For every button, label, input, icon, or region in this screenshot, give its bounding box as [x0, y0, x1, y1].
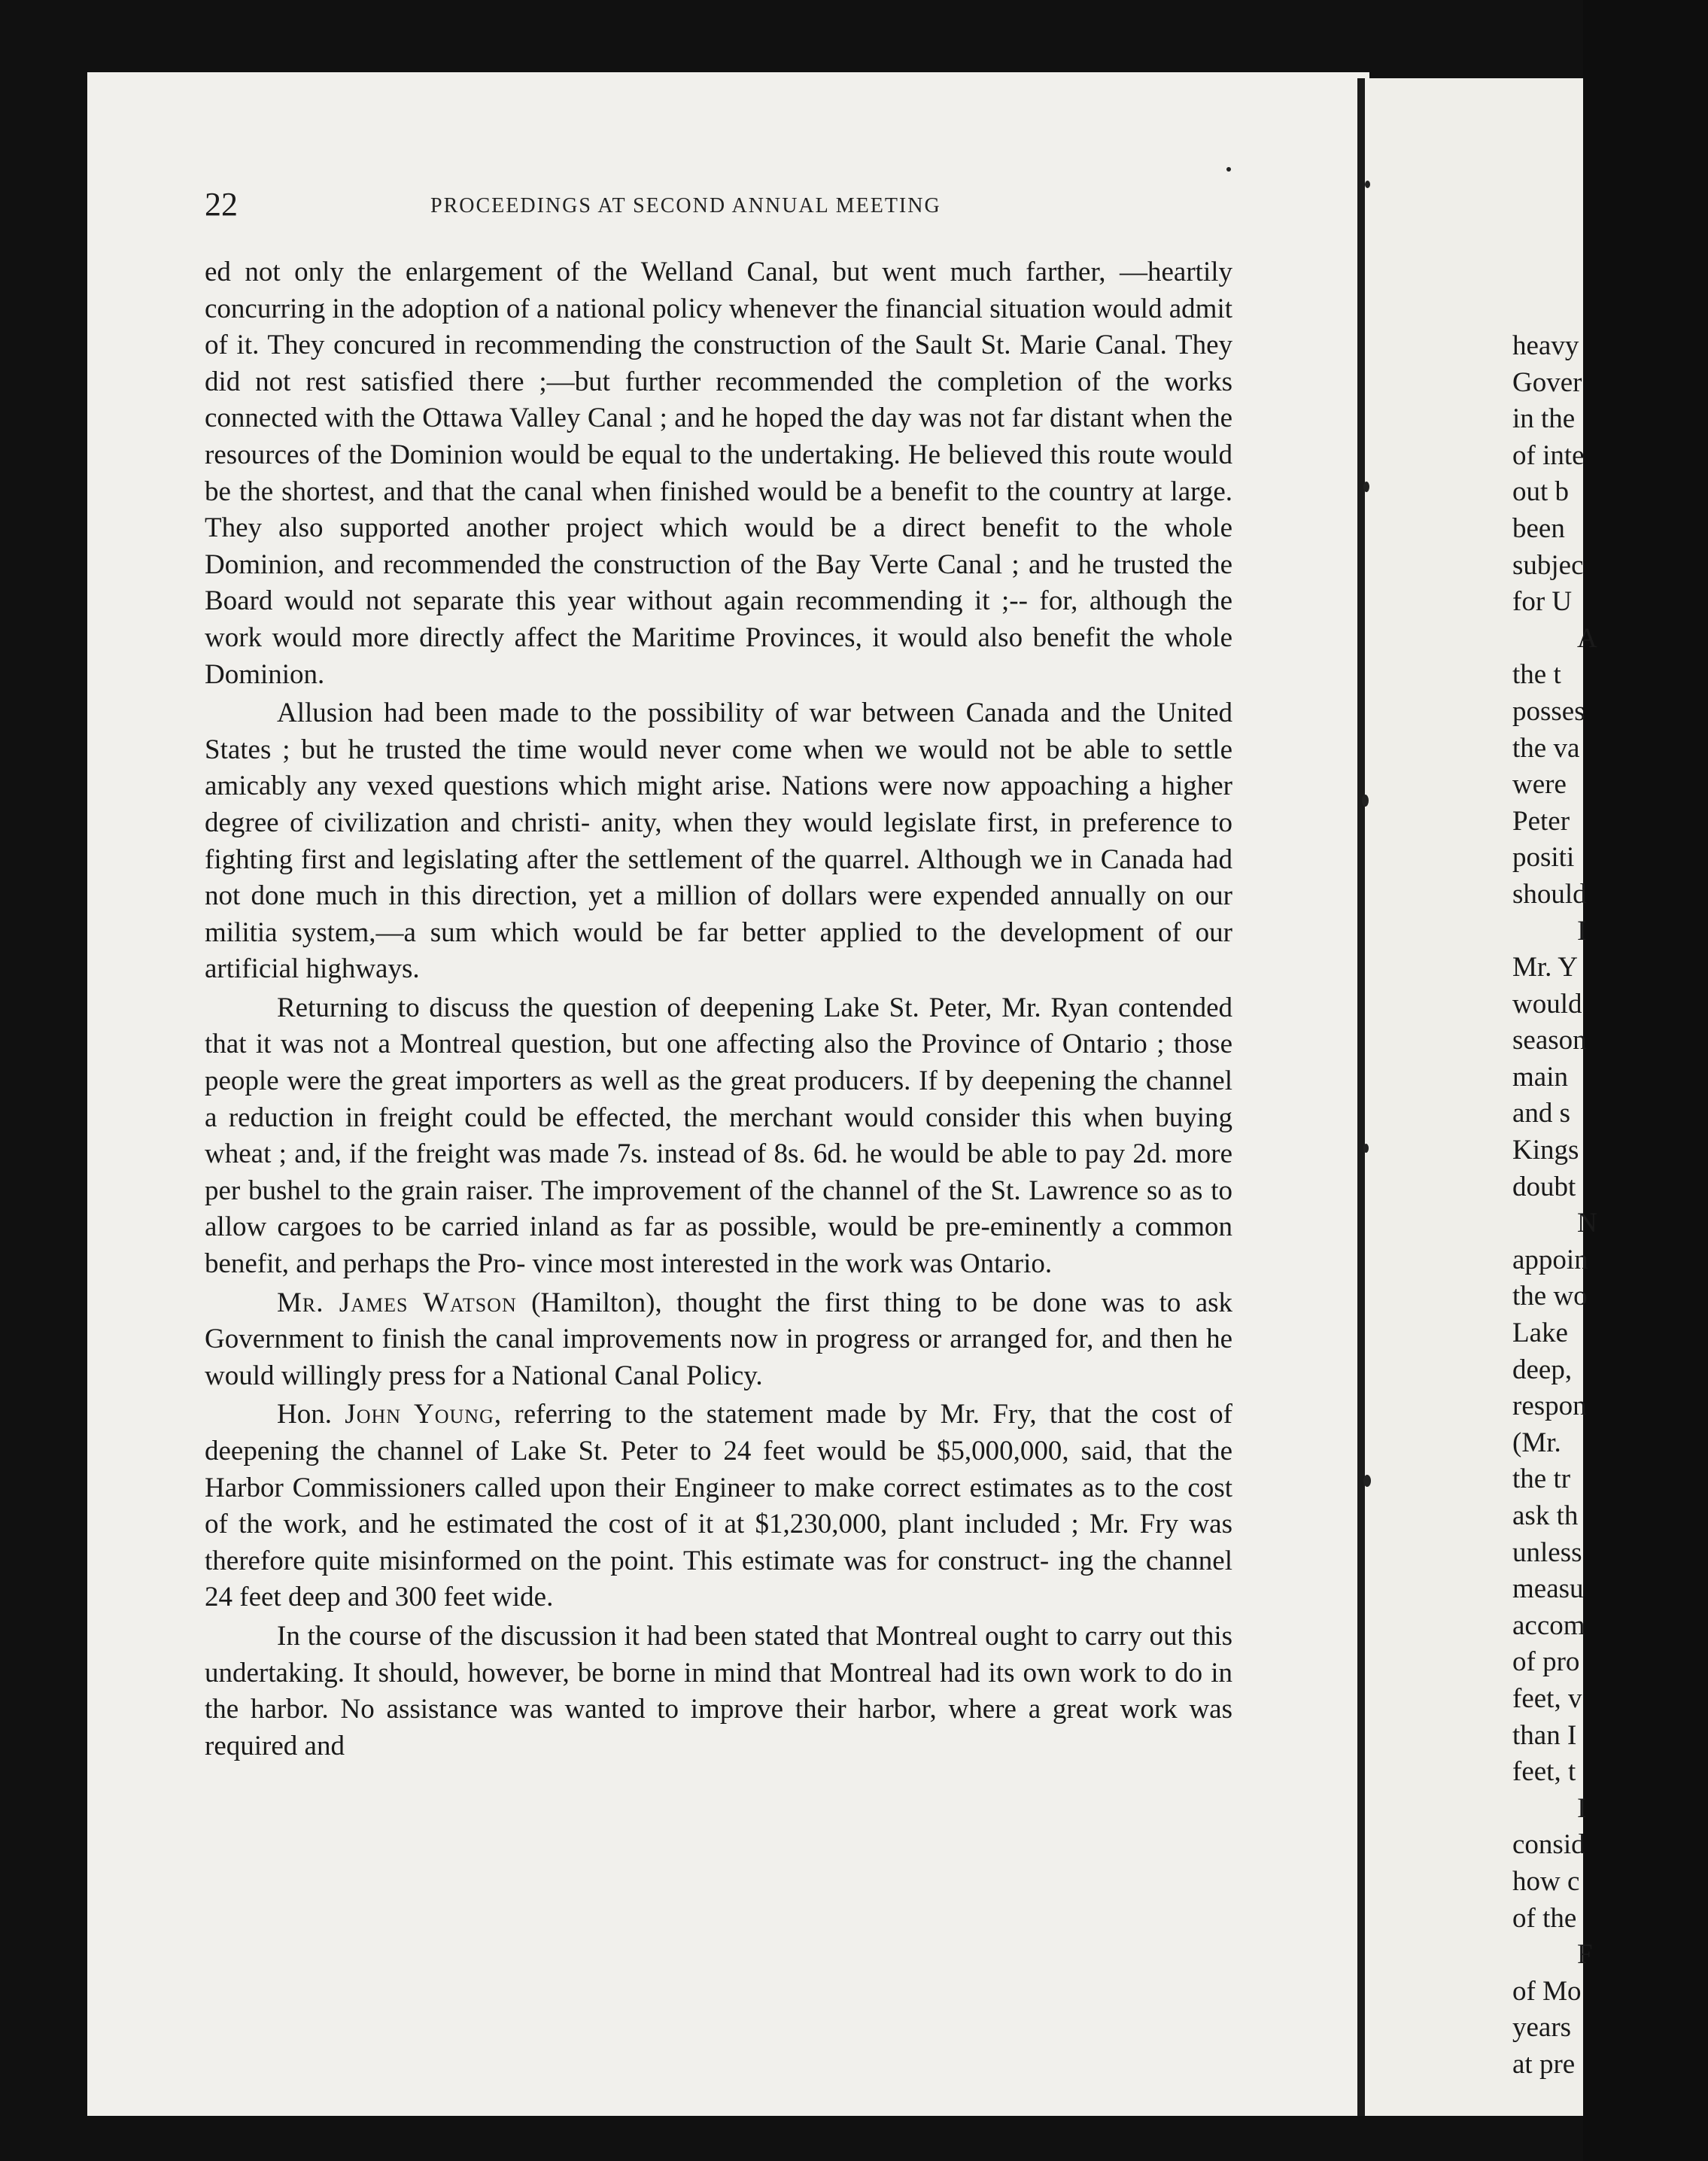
right-page-line: appoin [1512, 1244, 1588, 1275]
right-page-line: out b [1512, 476, 1570, 508]
right-page-line: Lake [1512, 1318, 1568, 1349]
right-page-line: and s [1512, 1098, 1571, 1129]
right-page-line: at pre [1512, 2048, 1576, 2080]
right-page-line: how c [1512, 1865, 1580, 1897]
right-page-line: I [1577, 915, 1587, 947]
right-page-line: positi [1512, 842, 1575, 874]
right-page-line: years [1512, 2012, 1572, 2044]
scan-speck [1365, 181, 1370, 188]
right-page-line: feet, t [1512, 1756, 1576, 1788]
right-page-line: A [1577, 622, 1597, 654]
scan-speck [1363, 1144, 1369, 1153]
right-page-line: the t [1512, 659, 1561, 691]
scan-speck [1362, 795, 1369, 807]
right-page-line: been [1512, 512, 1565, 544]
right-page-line: posses [1512, 695, 1585, 727]
right-page-line: of the [1512, 1902, 1577, 1934]
right-page-line: Peter [1512, 805, 1570, 837]
right-page-line: accom [1512, 1609, 1585, 1641]
speaker-prefix: Hon. [277, 1399, 345, 1430]
right-page-line: heavy [1512, 330, 1579, 361]
scan-speck [1363, 1475, 1371, 1487]
paragraph-text: In the course of the discussion it had been stated that Montreal ought to carry out this undertaking. It should, however, be borne in mind that Montreal had its own work to do in the harbor. No assistance was wanted to improve their harbor, where a great work was required and [205, 1620, 1232, 1761]
right-page-line: I [1577, 1792, 1587, 1824]
right-page-line: were [1512, 769, 1567, 801]
running-head: PROCEEDINGS AT SECOND ANNUAL MEETING [430, 194, 941, 217]
right-page-line: would [1512, 988, 1582, 1020]
right-page-line: measu [1512, 1573, 1584, 1605]
paragraph-text: ed not only the enlargement of the Welland Canal, but went much farther, —heartily concurring in the adoption of a national policy whenever the financial situation would admit of it. They concured in recommending the construction of the Sault St. Marie Canal. They did not rest satisfied there ;—but further recommended the completion of the works connected with the Ottawa Valley Canal ; and he hoped the day was not far distant when the resources of the Dominion would be equal to the undertaking. He believed this route would be the shortest, and that the canal when finished would be a benefit to the country at large. They also supported another project which would be a direct benefit to the whole Dominion, and recommended the construction of the Bay Verte Canal ; and he trusted the Board would not separate this year without again recommending it ;-- for, although the work would more directly affect the Maritime Provinces, it would also benefit the whole Dominion. [205, 257, 1232, 690]
right-page-line: feet, v [1512, 1682, 1582, 1714]
right-page-line: subjec [1512, 549, 1584, 581]
right-page-line: F [1577, 1939, 1593, 1971]
right-page-line: of Mo [1512, 1975, 1582, 2007]
right-page [1369, 78, 1597, 2116]
right-page-line: the va [1512, 732, 1580, 764]
right-page-line: than I [1512, 1719, 1577, 1751]
page-number: 22 [205, 186, 238, 223]
right-page-line: consid [1512, 1829, 1585, 1861]
right-page-line: Gover [1512, 366, 1582, 398]
scan-speck [1363, 482, 1369, 492]
paragraph-text: , referring to the statement made by Mr. Fry, that the cost of deepening the channel of Lake St. Peter to 24 feet would be $5,000,000, said, that the Harbor Commissioners called upon their Engineer to make correct estimates as to the cost of the work, and he estimated the cost of it at $1,230,000, plant included ; Mr. Fry was therefore quite misinformed on the point. This estimate was for construct- ing the channel 24 feet deep and 300 feet wide. [205, 1399, 1232, 1613]
right-page-line: main [1512, 1061, 1568, 1093]
right-page-line: Kings [1512, 1135, 1579, 1166]
right-page-text-fragments [1512, 328, 1708, 2083]
paragraph-text: Returning to discuss the question of deepening Lake St. Peter, Mr. Ryan contended that it was not a Montreal question, but one affecting also the Province of Ontario ; those people were the great importers as well as the great producers. If by deepening the channel a reduction in freight could be effected, the merchant would consider this when buying wheat ; and, if the freight was made 7s. instead of 8s. 6d. he would be able to pay 2d. more per bushel to the grain raiser. The improvement of the channel of the St. Lawrence so as to allow cargoes to be carried inland as far as possible, would be pre-eminently a common benefit, and perhaps the Pro- vince most interested in the work was Ontario. [205, 992, 1232, 1280]
paragraph [205, 1618, 1232, 1764]
right-page-line: ask th [1512, 1500, 1579, 1531]
paragraph [205, 254, 1232, 693]
right-page-line: the wo [1512, 1281, 1588, 1312]
right-page-line: season [1512, 1025, 1587, 1056]
paragraph [205, 1397, 1232, 1616]
speaker-name: John Young [345, 1399, 494, 1430]
right-page-line: the tr [1512, 1463, 1571, 1495]
paragraph [205, 695, 1232, 988]
body-text [205, 254, 1232, 1764]
right-page-line: (Mr. [1512, 1427, 1561, 1458]
scan-speck [1226, 167, 1231, 172]
right-page-line: deep, [1512, 1354, 1573, 1385]
right-page-line: doubt [1512, 1171, 1576, 1202]
right-page-line: of inte [1512, 439, 1585, 471]
right-page-line: of pro [1512, 1646, 1580, 1678]
speaker-name: Mr. James Watson [277, 1287, 517, 1318]
right-page-line: in the [1512, 403, 1576, 435]
paragraph-text: Allusion had been made to the possibility of war between Canada and the United States ; but he trusted the time would never come when we would not be able to settle amicably any vexed questions which might arise. Nations were now appoaching a higher degree of civilization and christi- anity, when they would legislate first, in preference to fighting first and legislating after the settlement of the quarrel. Although we in Canada had not done much in this direction, yet a million of dollars were expended annually on our militia system,—a sum which would be far better applied to the development of our artificial highways. [205, 698, 1232, 985]
right-page-line: respon [1512, 1391, 1587, 1422]
page-gutter [1357, 78, 1365, 2116]
right-page-line: should [1512, 878, 1587, 910]
page-header [205, 185, 1258, 223]
right-page-line: Mr. Y [1512, 952, 1579, 983]
right-page-line: N [1577, 1208, 1597, 1239]
paragraph-text: (Hamilton), thought the first thing to be done was to ask Government to finish the canal improvements now in progress or arranged for, and then he would willingly press for a National Canal Policy. [205, 1287, 1233, 1391]
paragraph [205, 990, 1232, 1283]
paragraph [205, 1285, 1232, 1395]
right-page-line: unless [1512, 1536, 1582, 1568]
right-page-line: for U [1512, 586, 1573, 618]
